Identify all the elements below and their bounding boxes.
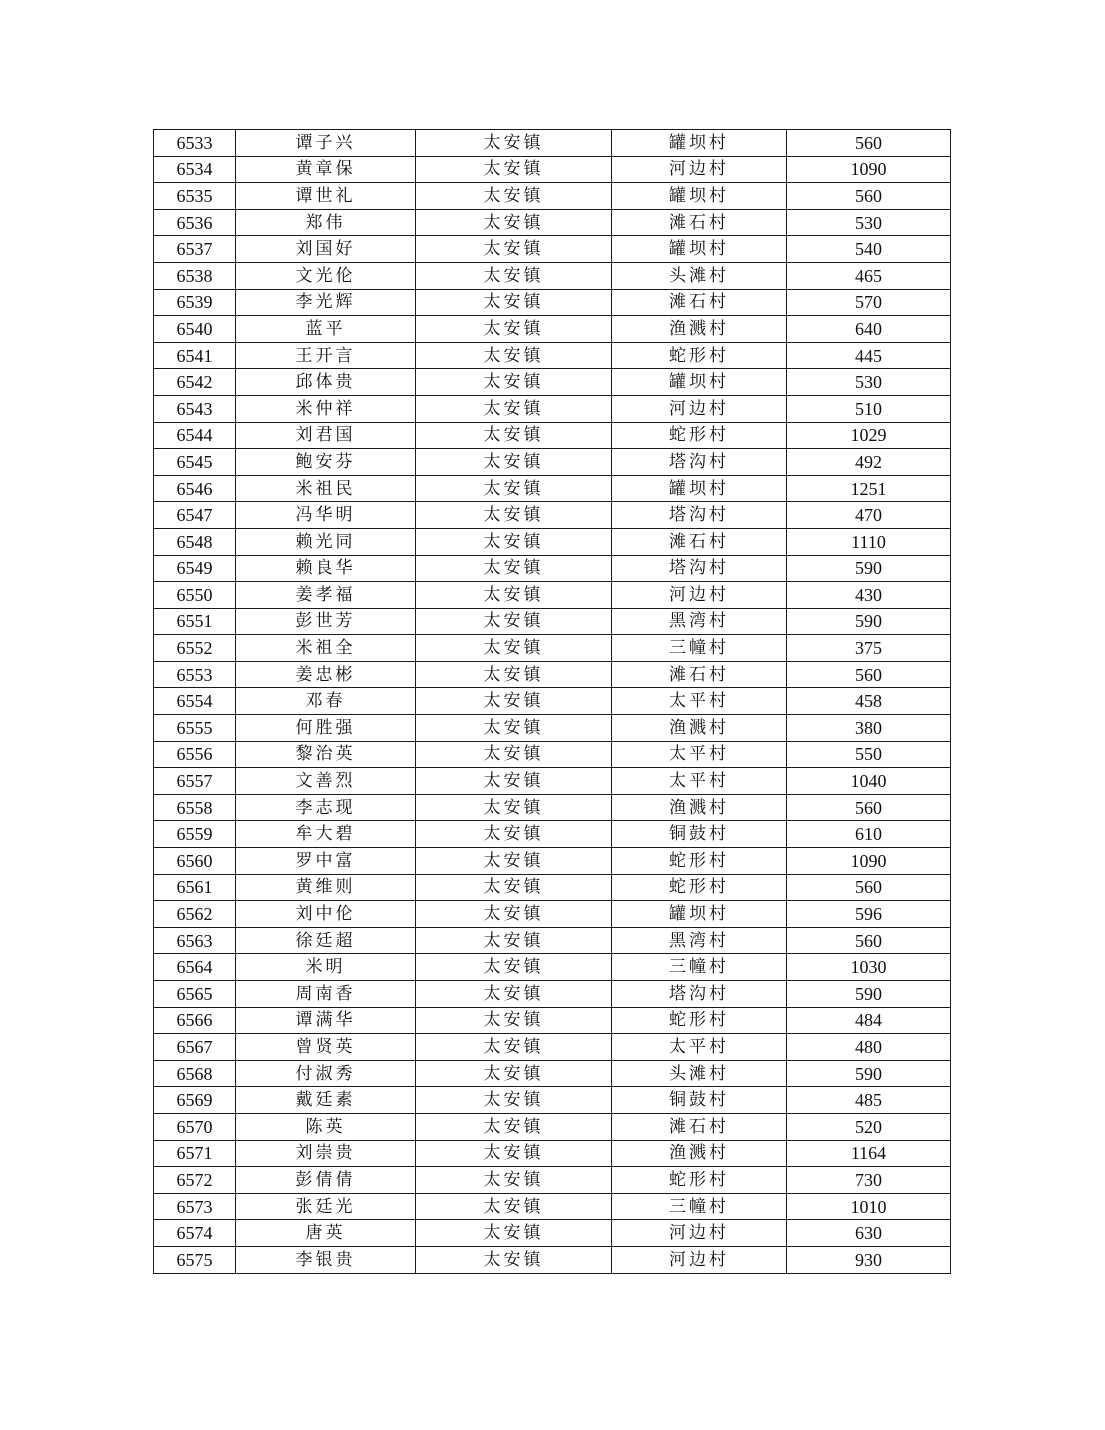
- cell-serial-number: 6537: [154, 236, 236, 263]
- cell-serial-number: 6542: [154, 369, 236, 396]
- cell-town: 太安镇: [416, 1220, 612, 1247]
- cell-village: 塔沟村: [612, 502, 787, 529]
- table-row: [154, 901, 951, 928]
- cell-town: 太安镇: [416, 821, 612, 848]
- cell-serial-number: 6549: [154, 555, 236, 582]
- cell-amount: 530: [787, 209, 951, 236]
- cell-town: 太安镇: [416, 1113, 612, 1140]
- cell-village: 罐坝村: [612, 369, 787, 396]
- cell-village: 河边村: [612, 1246, 787, 1273]
- cell-person-name: 谭世礼: [236, 183, 416, 210]
- cell-person-name: 徐廷超: [236, 927, 416, 954]
- cell-town: 太安镇: [416, 954, 612, 981]
- table-row: [154, 715, 951, 742]
- cell-person-name: 李光辉: [236, 289, 416, 316]
- cell-serial-number: 6539: [154, 289, 236, 316]
- cell-town: 太安镇: [416, 555, 612, 582]
- table-row: [154, 342, 951, 369]
- cell-town: 太安镇: [416, 1087, 612, 1114]
- cell-town: 太安镇: [416, 661, 612, 688]
- cell-amount: 590: [787, 608, 951, 635]
- cell-person-name: 何胜强: [236, 715, 416, 742]
- cell-person-name: 刘君国: [236, 422, 416, 449]
- cell-town: 太安镇: [416, 262, 612, 289]
- cell-town: 太安镇: [416, 289, 612, 316]
- cell-serial-number: 6533: [154, 130, 236, 157]
- cell-person-name: 谭子兴: [236, 130, 416, 157]
- cell-person-name: 郑伟: [236, 209, 416, 236]
- cell-person-name: 刘崇贵: [236, 1140, 416, 1167]
- cell-person-name: 牟大碧: [236, 821, 416, 848]
- table-row: [154, 528, 951, 555]
- cell-town: 太安镇: [416, 715, 612, 742]
- cell-serial-number: 6558: [154, 794, 236, 821]
- cell-person-name: 赖良华: [236, 555, 416, 582]
- cell-serial-number: 6541: [154, 342, 236, 369]
- cell-person-name: 米祖全: [236, 635, 416, 662]
- cell-town: 太安镇: [416, 848, 612, 875]
- cell-village: 罐坝村: [612, 183, 787, 210]
- cell-town: 太安镇: [416, 316, 612, 343]
- table-row: [154, 1220, 951, 1247]
- table-row: [154, 475, 951, 502]
- cell-amount: 458: [787, 688, 951, 715]
- cell-serial-number: 6544: [154, 422, 236, 449]
- cell-town: 太安镇: [416, 608, 612, 635]
- cell-person-name: 刘中伦: [236, 901, 416, 928]
- cell-person-name: 赖光同: [236, 528, 416, 555]
- cell-person-name: 黎治英: [236, 741, 416, 768]
- cell-serial-number: 6545: [154, 449, 236, 476]
- cell-village: 渔溅村: [612, 794, 787, 821]
- table-row: [154, 1140, 951, 1167]
- cell-village: 罐坝村: [612, 130, 787, 157]
- table-row: [154, 1193, 951, 1220]
- table-row: [154, 741, 951, 768]
- cell-town: 太安镇: [416, 449, 612, 476]
- table-row: [154, 1246, 951, 1273]
- cell-person-name: 米祖民: [236, 475, 416, 502]
- table-row: [154, 768, 951, 795]
- table-row: [154, 821, 951, 848]
- cell-town: 太安镇: [416, 741, 612, 768]
- cell-amount: 560: [787, 927, 951, 954]
- table-row: [154, 794, 951, 821]
- cell-person-name: 姜孝福: [236, 582, 416, 609]
- cell-village: 三幢村: [612, 1193, 787, 1220]
- cell-person-name: 唐英: [236, 1220, 416, 1247]
- cell-serial-number: 6564: [154, 954, 236, 981]
- cell-town: 太安镇: [416, 395, 612, 422]
- cell-serial-number: 6573: [154, 1193, 236, 1220]
- cell-serial-number: 6572: [154, 1167, 236, 1194]
- cell-amount: 590: [787, 555, 951, 582]
- cell-village: 塔沟村: [612, 981, 787, 1008]
- table-row: [154, 1167, 951, 1194]
- cell-amount: 570: [787, 289, 951, 316]
- cell-serial-number: 6547: [154, 502, 236, 529]
- table-row: [154, 369, 951, 396]
- cell-village: 黑湾村: [612, 927, 787, 954]
- cell-serial-number: 6548: [154, 528, 236, 555]
- cell-serial-number: 6557: [154, 768, 236, 795]
- cell-serial-number: 6536: [154, 209, 236, 236]
- table-row: [154, 289, 951, 316]
- cell-amount: 485: [787, 1087, 951, 1114]
- cell-amount: 930: [787, 1246, 951, 1273]
- cell-town: 太安镇: [416, 236, 612, 263]
- cell-person-name: 王开言: [236, 342, 416, 369]
- cell-amount: 560: [787, 794, 951, 821]
- cell-person-name: 周南香: [236, 981, 416, 1008]
- cell-town: 太安镇: [416, 635, 612, 662]
- cell-town: 太安镇: [416, 183, 612, 210]
- cell-amount: 1040: [787, 768, 951, 795]
- cell-person-name: 文光伦: [236, 262, 416, 289]
- table-row: [154, 262, 951, 289]
- cell-village: 蛇形村: [612, 874, 787, 901]
- cell-person-name: 罗中富: [236, 848, 416, 875]
- cell-person-name: 彭世芳: [236, 608, 416, 635]
- table-row: [154, 555, 951, 582]
- cell-amount: 1164: [787, 1140, 951, 1167]
- cell-serial-number: 6565: [154, 981, 236, 1008]
- cell-amount: 430: [787, 582, 951, 609]
- cell-town: 太安镇: [416, 1246, 612, 1273]
- cell-person-name: 姜忠彬: [236, 661, 416, 688]
- cell-serial-number: 6566: [154, 1007, 236, 1034]
- cell-amount: 540: [787, 236, 951, 263]
- cell-village: 滩石村: [612, 209, 787, 236]
- cell-village: 蛇形村: [612, 1007, 787, 1034]
- cell-serial-number: 6569: [154, 1087, 236, 1114]
- cell-village: 蛇形村: [612, 422, 787, 449]
- cell-person-name: 邓春: [236, 688, 416, 715]
- cell-village: 罐坝村: [612, 475, 787, 502]
- cell-serial-number: 6563: [154, 927, 236, 954]
- table-row: [154, 1113, 951, 1140]
- cell-village: 蛇形村: [612, 1167, 787, 1194]
- table-row: [154, 1007, 951, 1034]
- cell-amount: 445: [787, 342, 951, 369]
- cell-amount: 560: [787, 130, 951, 157]
- cell-town: 太安镇: [416, 1060, 612, 1087]
- cell-person-name: 彭倩倩: [236, 1167, 416, 1194]
- cell-village: 太平村: [612, 1034, 787, 1061]
- cell-amount: 550: [787, 741, 951, 768]
- table-row: [154, 209, 951, 236]
- cell-village: 太平村: [612, 768, 787, 795]
- cell-person-name: 蓝平: [236, 316, 416, 343]
- cell-person-name: 黄章保: [236, 156, 416, 183]
- cell-village: 黑湾村: [612, 608, 787, 635]
- cell-person-name: 鲍安芬: [236, 449, 416, 476]
- cell-amount: 560: [787, 183, 951, 210]
- cell-amount: 630: [787, 1220, 951, 1247]
- cell-village: 头滩村: [612, 262, 787, 289]
- cell-serial-number: 6574: [154, 1220, 236, 1247]
- cell-amount: 560: [787, 874, 951, 901]
- cell-amount: 480: [787, 1034, 951, 1061]
- cell-serial-number: 6538: [154, 262, 236, 289]
- cell-town: 太安镇: [416, 901, 612, 928]
- cell-amount: 470: [787, 502, 951, 529]
- cell-person-name: 文善烈: [236, 768, 416, 795]
- cell-amount: 640: [787, 316, 951, 343]
- cell-amount: 1090: [787, 156, 951, 183]
- cell-amount: 1090: [787, 848, 951, 875]
- table-row: [154, 449, 951, 476]
- cell-village: 滩石村: [612, 1113, 787, 1140]
- cell-person-name: 谭满华: [236, 1007, 416, 1034]
- cell-town: 太安镇: [416, 369, 612, 396]
- cell-amount: 1030: [787, 954, 951, 981]
- cell-village: 铜鼓村: [612, 821, 787, 848]
- cell-serial-number: 6543: [154, 395, 236, 422]
- table-row: [154, 661, 951, 688]
- cell-village: 铜鼓村: [612, 1087, 787, 1114]
- cell-town: 太安镇: [416, 1007, 612, 1034]
- cell-serial-number: 6554: [154, 688, 236, 715]
- table-row: [154, 236, 951, 263]
- cell-serial-number: 6568: [154, 1060, 236, 1087]
- cell-amount: 492: [787, 449, 951, 476]
- cell-town: 太安镇: [416, 768, 612, 795]
- cell-serial-number: 6546: [154, 475, 236, 502]
- cell-village: 滩石村: [612, 289, 787, 316]
- cell-amount: 590: [787, 1060, 951, 1087]
- table-row: [154, 422, 951, 449]
- cell-village: 渔溅村: [612, 715, 787, 742]
- cell-serial-number: 6571: [154, 1140, 236, 1167]
- cell-village: 蛇形村: [612, 848, 787, 875]
- cell-serial-number: 6553: [154, 661, 236, 688]
- cell-village: 塔沟村: [612, 449, 787, 476]
- cell-town: 太安镇: [416, 1034, 612, 1061]
- cell-amount: 1010: [787, 1193, 951, 1220]
- cell-person-name: 李银贵: [236, 1246, 416, 1273]
- cell-person-name: 冯华明: [236, 502, 416, 529]
- cell-village: 河边村: [612, 395, 787, 422]
- cell-person-name: 李志现: [236, 794, 416, 821]
- cell-serial-number: 6540: [154, 316, 236, 343]
- cell-village: 渔溅村: [612, 1140, 787, 1167]
- cell-village: 河边村: [612, 156, 787, 183]
- cell-person-name: 曾贤英: [236, 1034, 416, 1061]
- cell-amount: 510: [787, 395, 951, 422]
- table-row: [154, 183, 951, 210]
- cell-amount: 530: [787, 369, 951, 396]
- cell-village: 三幢村: [612, 635, 787, 662]
- cell-person-name: 陈英: [236, 1113, 416, 1140]
- table-row: [154, 927, 951, 954]
- cell-serial-number: 6561: [154, 874, 236, 901]
- cell-village: 河边村: [612, 1220, 787, 1247]
- cell-village: 三幢村: [612, 954, 787, 981]
- cell-serial-number: 6567: [154, 1034, 236, 1061]
- cell-person-name: 付淑秀: [236, 1060, 416, 1087]
- cell-serial-number: 6535: [154, 183, 236, 210]
- table-row: [154, 688, 951, 715]
- cell-person-name: 邱体贵: [236, 369, 416, 396]
- cell-amount: 1110: [787, 528, 951, 555]
- cell-town: 太安镇: [416, 688, 612, 715]
- cell-town: 太安镇: [416, 981, 612, 1008]
- cell-village: 河边村: [612, 582, 787, 609]
- cell-town: 太安镇: [416, 927, 612, 954]
- table-row: [154, 981, 951, 1008]
- cell-village: 头滩村: [612, 1060, 787, 1087]
- cell-amount: 560: [787, 661, 951, 688]
- cell-town: 太安镇: [416, 874, 612, 901]
- cell-person-name: 黄维则: [236, 874, 416, 901]
- cell-serial-number: 6534: [154, 156, 236, 183]
- cell-village: 滩石村: [612, 661, 787, 688]
- table-row: [154, 954, 951, 981]
- cell-amount: 1251: [787, 475, 951, 502]
- cell-town: 太安镇: [416, 209, 612, 236]
- cell-town: 太安镇: [416, 1140, 612, 1167]
- cell-serial-number: 6555: [154, 715, 236, 742]
- cell-amount: 484: [787, 1007, 951, 1034]
- cell-serial-number: 6551: [154, 608, 236, 635]
- cell-town: 太安镇: [416, 1193, 612, 1220]
- table-row: [154, 1087, 951, 1114]
- cell-serial-number: 6570: [154, 1113, 236, 1140]
- cell-town: 太安镇: [416, 342, 612, 369]
- cell-village: 滩石村: [612, 528, 787, 555]
- cell-amount: 375: [787, 635, 951, 662]
- table-row: [154, 874, 951, 901]
- cell-serial-number: 6559: [154, 821, 236, 848]
- cell-person-name: 米仲祥: [236, 395, 416, 422]
- cell-amount: 380: [787, 715, 951, 742]
- cell-person-name: 戴廷素: [236, 1087, 416, 1114]
- cell-amount: 610: [787, 821, 951, 848]
- cell-amount: 730: [787, 1167, 951, 1194]
- cell-village: 塔沟村: [612, 555, 787, 582]
- records-table: [153, 129, 951, 1274]
- table-row: [154, 316, 951, 343]
- cell-village: 太平村: [612, 688, 787, 715]
- cell-serial-number: 6575: [154, 1246, 236, 1273]
- table-row: [154, 395, 951, 422]
- cell-town: 太安镇: [416, 422, 612, 449]
- cell-amount: 596: [787, 901, 951, 928]
- cell-serial-number: 6556: [154, 741, 236, 768]
- table-row: [154, 608, 951, 635]
- cell-serial-number: 6560: [154, 848, 236, 875]
- table-row: [154, 635, 951, 662]
- table-row: [154, 156, 951, 183]
- table-row: [154, 848, 951, 875]
- table-row: [154, 1034, 951, 1061]
- table-row: [154, 582, 951, 609]
- table-row: [154, 502, 951, 529]
- cell-amount: 1029: [787, 422, 951, 449]
- cell-village: 蛇形村: [612, 342, 787, 369]
- cell-serial-number: 6562: [154, 901, 236, 928]
- cell-town: 太安镇: [416, 502, 612, 529]
- table-row: [154, 1060, 951, 1087]
- cell-amount: 590: [787, 981, 951, 1008]
- cell-village: 太平村: [612, 741, 787, 768]
- table-row: [154, 130, 951, 157]
- cell-town: 太安镇: [416, 130, 612, 157]
- cell-person-name: 张廷光: [236, 1193, 416, 1220]
- cell-village: 罐坝村: [612, 901, 787, 928]
- cell-town: 太安镇: [416, 156, 612, 183]
- cell-village: 渔溅村: [612, 316, 787, 343]
- cell-town: 太安镇: [416, 582, 612, 609]
- cell-amount: 520: [787, 1113, 951, 1140]
- cell-person-name: 刘国好: [236, 236, 416, 263]
- cell-town: 太安镇: [416, 528, 612, 555]
- records-table-body: [154, 130, 951, 1274]
- cell-town: 太安镇: [416, 1167, 612, 1194]
- cell-amount: 465: [787, 262, 951, 289]
- cell-town: 太安镇: [416, 475, 612, 502]
- cell-town: 太安镇: [416, 794, 612, 821]
- cell-village: 罐坝村: [612, 236, 787, 263]
- cell-person-name: 米明: [236, 954, 416, 981]
- cell-serial-number: 6550: [154, 582, 236, 609]
- cell-serial-number: 6552: [154, 635, 236, 662]
